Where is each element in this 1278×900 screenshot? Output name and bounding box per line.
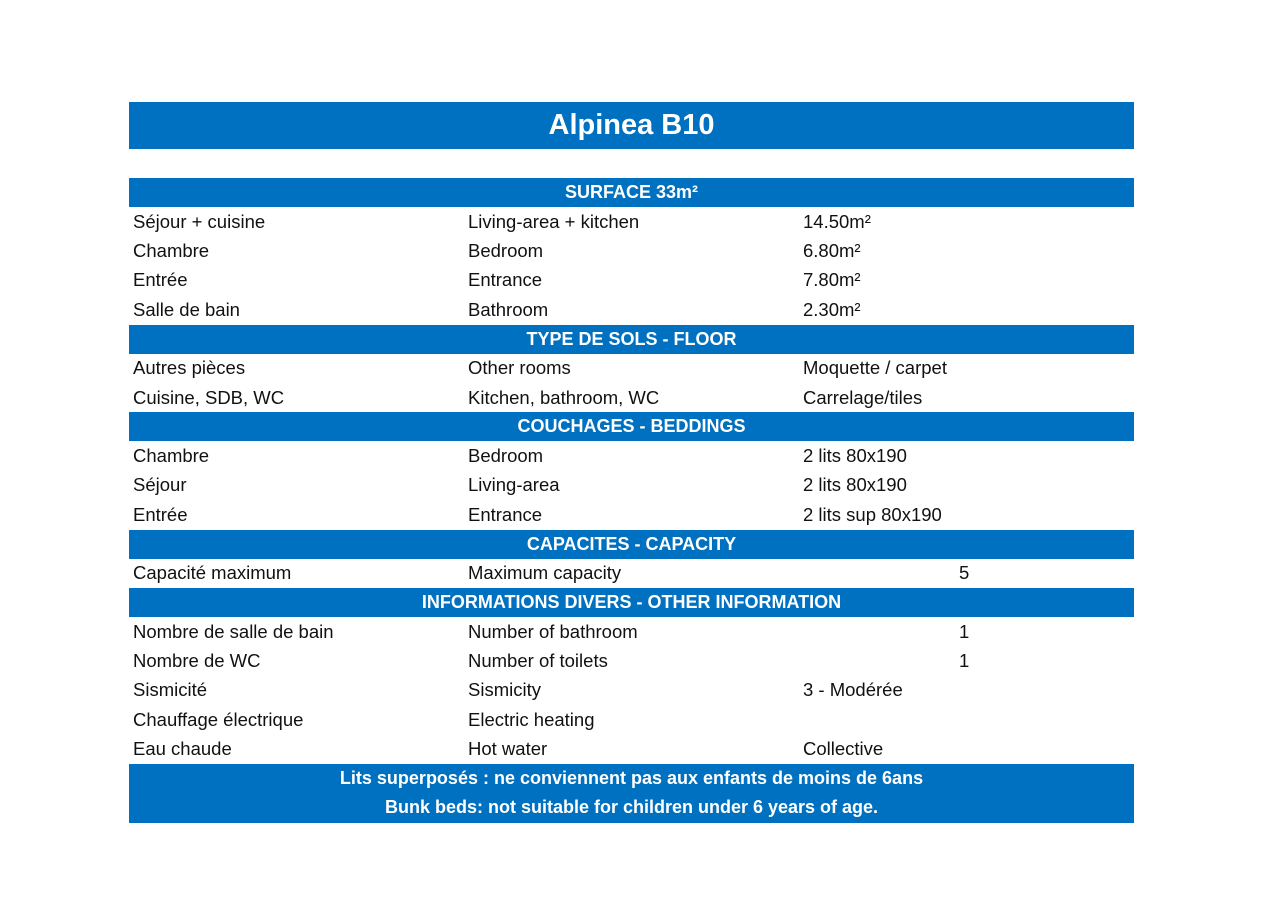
label-fr: Autres pièces bbox=[133, 357, 246, 379]
table-row bbox=[129, 295, 1134, 324]
label-fr: Sismicité bbox=[133, 679, 208, 701]
label-en: Entrance bbox=[468, 269, 543, 291]
label-fr: Entrée bbox=[133, 269, 188, 291]
section-header-other-information: INFORMATIONS DIVERS - OTHER INFORMATION bbox=[129, 588, 1134, 617]
section-header-capacity: CAPACITES - CAPACITY bbox=[129, 530, 1134, 559]
table-row bbox=[129, 646, 1134, 675]
label-en: Kitchen, bathroom, WC bbox=[468, 386, 660, 408]
value: Collective bbox=[803, 738, 884, 760]
table-row bbox=[129, 207, 1134, 236]
warning-line-fr: Lits superposés : ne conviennent pas aux enfants de moins de 6ans bbox=[339, 768, 924, 789]
label-fr: Nombre de WC bbox=[133, 649, 261, 671]
label-fr: Nombre de salle de bain bbox=[133, 620, 334, 642]
label-en: Electric heating bbox=[468, 708, 595, 730]
label-en: Number of bathroom bbox=[468, 620, 638, 642]
label-fr: Séjour + cuisine bbox=[133, 210, 266, 232]
table-row bbox=[129, 441, 1134, 470]
value: 2 lits 80x190 bbox=[803, 474, 907, 496]
bunk-bed-warning bbox=[129, 764, 1134, 823]
table-row bbox=[129, 617, 1134, 646]
value: 5 bbox=[959, 562, 970, 584]
label-en: Bedroom bbox=[468, 445, 544, 467]
value: Moquette / carpet bbox=[803, 357, 947, 379]
label-fr: Eau chaude bbox=[133, 738, 232, 760]
label-fr: Cuisine, SDB, WC bbox=[133, 386, 285, 408]
value: 14.50m² bbox=[803, 210, 871, 232]
label-en: Hot water bbox=[468, 738, 548, 760]
table-row bbox=[129, 705, 1134, 734]
label-fr: Capacité maximum bbox=[133, 562, 292, 584]
label-fr: Salle de bain bbox=[133, 298, 240, 320]
section-header-surface: SURFACE 33m² bbox=[129, 178, 1134, 207]
table-row bbox=[129, 266, 1134, 295]
label-en: Living-area + kitchen bbox=[468, 210, 640, 232]
value: 2 lits sup 80x190 bbox=[803, 503, 942, 525]
label-en: Entrance bbox=[468, 503, 543, 525]
table-row bbox=[129, 559, 1134, 588]
value: 1 bbox=[959, 620, 970, 642]
label-en: Number of toilets bbox=[468, 649, 608, 671]
value: 6.80m² bbox=[803, 240, 861, 262]
spacer bbox=[129, 149, 1134, 178]
table-row bbox=[129, 354, 1134, 383]
value: 3 - Modérée bbox=[803, 679, 903, 701]
table-row bbox=[129, 734, 1134, 763]
table-row bbox=[129, 471, 1134, 500]
label-en: Other rooms bbox=[468, 357, 571, 379]
label-fr: Chambre bbox=[133, 240, 210, 262]
section-header-beddings: COUCHAGES - BEDDINGS bbox=[129, 412, 1134, 441]
label-fr: Chambre bbox=[133, 445, 210, 467]
label-fr: Séjour bbox=[133, 474, 187, 496]
label-fr: Chauffage électrique bbox=[133, 708, 304, 730]
label-en: Bedroom bbox=[468, 240, 544, 262]
section-header-floor: TYPE DE SOLS - FLOOR bbox=[129, 325, 1134, 354]
label-en: Bathroom bbox=[468, 298, 549, 320]
property-sheet bbox=[129, 102, 1134, 823]
value: 7.80m² bbox=[803, 269, 861, 291]
table-row bbox=[129, 383, 1134, 412]
value: 1 bbox=[959, 649, 970, 671]
label-fr: Entrée bbox=[133, 503, 188, 525]
value: Carrelage/tiles bbox=[803, 386, 923, 408]
table-row bbox=[129, 676, 1134, 705]
label-en: Sismicity bbox=[468, 679, 541, 701]
value: 2 lits 80x190 bbox=[803, 445, 907, 467]
label-en: Maximum capacity bbox=[468, 562, 622, 584]
table-row bbox=[129, 500, 1134, 529]
label-en: Living-area bbox=[468, 474, 560, 496]
property-title: Alpinea B10 bbox=[129, 102, 1134, 149]
value: 2.30m² bbox=[803, 298, 861, 320]
warning-line-en: Bunk beds: not suitable for children under 6 years of age. bbox=[384, 797, 879, 818]
table-row bbox=[129, 236, 1134, 265]
